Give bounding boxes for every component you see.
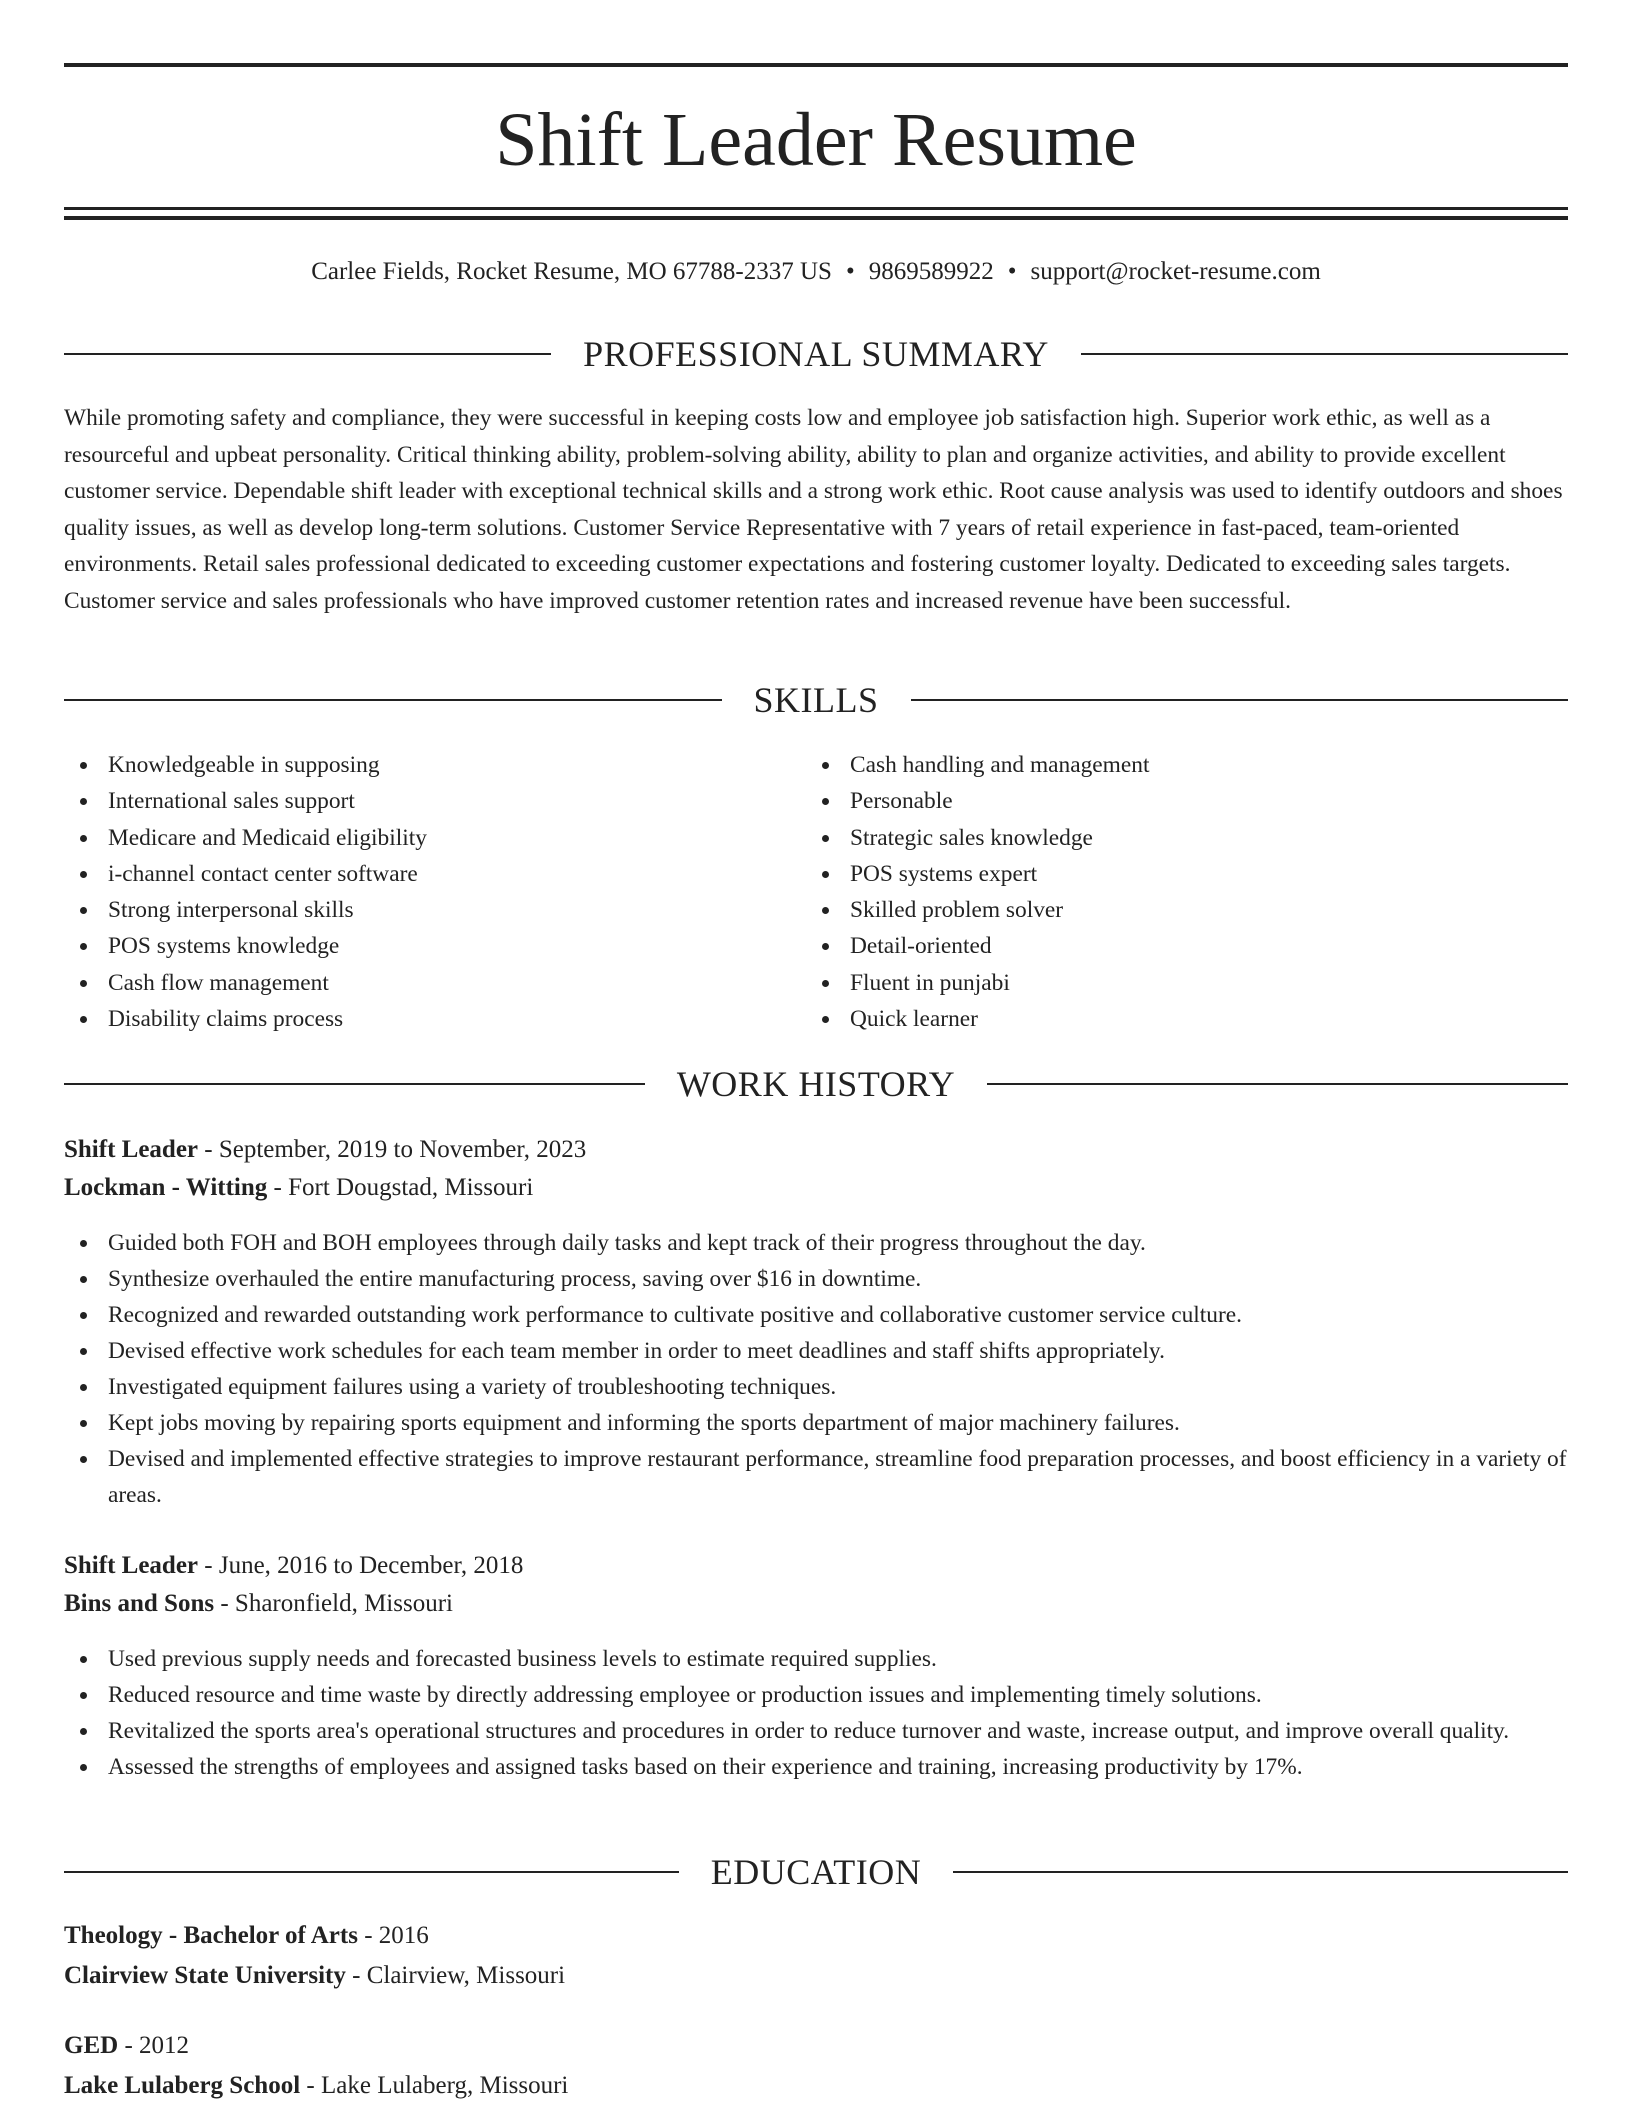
job-company: Bins and Sons [64, 1590, 215, 1617]
contact-separator: • [845, 258, 855, 285]
job-company: Lockman - Witting [64, 1174, 268, 1201]
education-school-line [64, 2068, 568, 2104]
job-title: Shift Leader [64, 1552, 199, 1579]
education-degree: Theology - Bachelor of Arts [64, 1922, 358, 1949]
education-location: - Clairview, Missouri [345, 1962, 566, 1989]
heading-rule-right [953, 1871, 1568, 1873]
job-bullet: Investigated equipment failures using a variety of troubleshooting techniques. [64, 1369, 1568, 1405]
skill-item: International sales support [64, 783, 804, 819]
job-company-line [64, 1170, 533, 1206]
summary-heading [64, 332, 1568, 376]
contact-separator: • [1007, 258, 1017, 285]
job-location: - Fort Dougstad, Missouri [267, 1174, 534, 1201]
heading-rule-right [911, 699, 1569, 701]
title-rule-lower [64, 216, 1568, 220]
education-heading-label: EDUCATION [710, 1852, 922, 1892]
skill-item: Personable [806, 783, 1546, 819]
skill-item: Skilled problem solver [806, 892, 1546, 928]
job-company-line [64, 1586, 453, 1622]
skill-item: Cash handling and management [806, 747, 1546, 783]
skill-item: Strategic sales knowledge [806, 820, 1546, 856]
skill-item: i-channel contact center software [64, 856, 804, 892]
job-bullet: Used previous supply needs and forecasted business levels to estimate required supplies. [64, 1641, 1568, 1677]
job-bullet: Recognized and rewarded outstanding work performance to cultivate positive and collaborative customer service culture. [64, 1297, 1568, 1333]
work-heading [64, 1062, 1568, 1106]
job-bullet: Assessed the strengths of employees and assigned tasks based on their experience and training, increasing productivity by 17%. [64, 1749, 1568, 1785]
job-bullet: Revitalized the sports area's operational structures and procedures in order to reduce turnover and waste, increase output, and improve overall quality. [64, 1713, 1568, 1749]
education-school: Lake Lulaberg School [64, 2072, 301, 2099]
job-bullets [64, 1225, 1568, 1513]
contact-line [64, 254, 1568, 290]
title-rule-upper [64, 207, 1568, 210]
job-title: Shift Leader [64, 1136, 199, 1163]
heading-rule-left [64, 1871, 679, 1873]
education-location: - Lake Lulaberg, Missouri [300, 2072, 569, 2099]
work-heading-label: WORK HISTORY [676, 1064, 956, 1104]
skill-item: Quick learner [806, 1001, 1546, 1037]
skills-list-right [806, 747, 1546, 1037]
job-dates: - June, 2016 to December, 2018 [198, 1552, 524, 1579]
contact-address: Carlee Fields, Rocket Resume, MO 67788-2337 US [311, 258, 832, 285]
skills-list-left [64, 747, 804, 1037]
job-bullet: Guided both FOH and BOH employees through daily tasks and kept track of their progress throughout the day. [64, 1225, 1568, 1261]
education-degree-line [64, 1918, 429, 1954]
job-bullets [64, 1641, 1568, 1785]
heading-rule-left [64, 1083, 645, 1085]
skill-item: Medicare and Medicaid eligibility [64, 820, 804, 856]
heading-rule-left [64, 353, 551, 355]
skill-item: POS systems knowledge [64, 928, 804, 964]
contact-phone: 9869589922 [868, 258, 994, 285]
heading-rule-left [64, 699, 722, 701]
skill-item: Disability claims process [64, 1001, 804, 1037]
skill-item: Cash flow management [64, 965, 804, 1001]
education-school: Clairview State University [64, 1962, 346, 1989]
heading-rule-right [1081, 353, 1568, 355]
education-degree-line [64, 2028, 189, 2064]
education-year: - 2012 [118, 2032, 190, 2059]
job-bullet: Devised effective work schedules for each team member in order to meet deadlines and staff shifts appropriately. [64, 1333, 1568, 1369]
education-year: - 2016 [357, 1922, 429, 1949]
job-bullet: Synthesize overhauled the entire manufacturing process, saving over $16 in downtime. [64, 1261, 1568, 1297]
job-title-line [64, 1548, 523, 1584]
resume-title: Shift Leader Resume [495, 98, 1137, 182]
job-bullet: Reduced resource and time waste by directly addressing employee or production issues and implementing timely solutions. [64, 1677, 1568, 1713]
education-degree: GED [64, 2032, 119, 2059]
job-bullet: Devised and implemented effective strategies to improve restaurant performance, streamline food preparation processes, and boost efficiency in a variety of areas. [64, 1441, 1568, 1513]
summary-text: While promoting safety and compliance, they were successful in keeping costs low and employee job satisfaction high. Superior work ethic, as well as a resourceful and upbeat personality. Critical thinking ability, problem-solving ability, ability to plan and organize activities, and ability to provide excellent customer service. Dependable shift leader with exceptional technical skills and a strong work ethic. Root cause analysis was used to identify outdoors and shoes quality issues, as well as develop long-term solutions. Customer Service Representative with 7 years of retail experience in fast-paced, team-oriented environments. Retail sales professional dedicated to exceeding customer expectations and fostering customer loyalty. Dedicated to exceeding sales targets. Customer service and sales professionals who have improved customer retention rates and increased revenue have been successful. [64, 405, 1563, 614]
education-school-line [64, 1958, 565, 1994]
job-title-line [64, 1132, 586, 1168]
heading-rule-right [987, 1083, 1568, 1085]
skills-heading-label: SKILLS [753, 680, 879, 720]
education-heading [64, 1850, 1568, 1894]
skills-heading [64, 678, 1568, 722]
skill-item: Strong interpersonal skills [64, 892, 804, 928]
skill-item: Detail-oriented [806, 928, 1546, 964]
skill-item: Knowledgeable in supposing [64, 747, 804, 783]
contact-email: support@rocket-resume.com [1030, 258, 1321, 285]
job-bullet: Kept jobs moving by repairing sports equipment and informing the sports department of major machinery failures. [64, 1405, 1568, 1441]
job-location: - Sharonfield, Missouri [214, 1590, 453, 1617]
summary-heading-label: PROFESSIONAL SUMMARY [583, 334, 1049, 374]
top-rule [64, 63, 1568, 67]
job-dates: - September, 2019 to November, 2023 [198, 1136, 587, 1163]
skill-item: POS systems expert [806, 856, 1546, 892]
skill-item: Fluent in punjabi [806, 965, 1546, 1001]
